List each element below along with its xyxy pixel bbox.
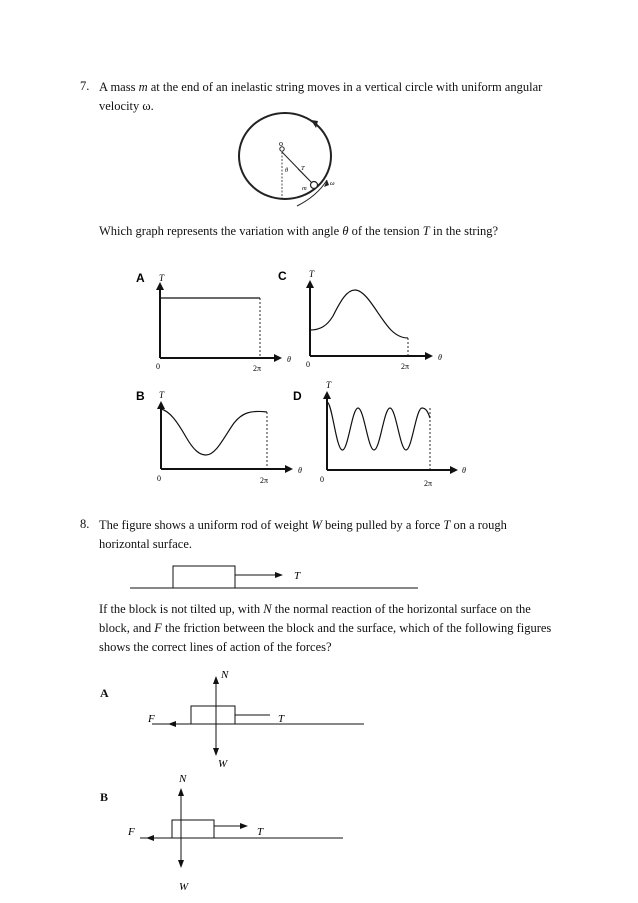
graph-a-origin: 0	[156, 362, 160, 371]
graph-c-curve	[310, 290, 408, 338]
q7-question-a: Which graph represents the variation with angle	[99, 224, 343, 238]
q8-stem	[99, 516, 539, 554]
q7-question-T: T	[422, 224, 430, 238]
option-b-F-arrowhead	[146, 835, 154, 841]
graph-d	[290, 378, 470, 488]
option-a-N-arrowhead	[213, 676, 219, 684]
q7-question-c: in the string?	[429, 224, 499, 238]
q7-question	[99, 222, 579, 241]
option-b-N-arrowhead	[178, 788, 184, 796]
q7-stem-a: A mass	[99, 80, 139, 94]
force-T-label: T	[294, 570, 301, 582]
graph-b	[130, 385, 310, 485]
mass-bob	[311, 182, 318, 189]
q8-number: 8.	[80, 517, 90, 531]
graph-d-origin: 0	[320, 475, 324, 484]
graph-b-origin: 0	[157, 474, 161, 483]
q8-prompt-a: If the block is not tilted up, with	[99, 602, 264, 616]
graph-d-curve	[327, 402, 430, 450]
option-a-F-arrowhead	[168, 721, 176, 727]
q8-block-figure	[130, 562, 430, 602]
q8-stem-a: The figure shows a uniform rod of weight	[99, 518, 312, 532]
graph-a-tick-2pi: 2π	[253, 364, 262, 373]
q8-stem-T: T	[443, 518, 451, 532]
graph-a-label: A	[136, 271, 145, 285]
option-a-block	[191, 706, 235, 724]
graph-c-ylabel: T	[309, 269, 315, 279]
q7-stem-b: at the end of an inelastic string moves in a vertical circle with uniform angular velocity ω.	[99, 80, 543, 113]
graph-c	[275, 268, 450, 378]
option-a-figure	[140, 664, 380, 772]
omega-label: ω	[330, 180, 335, 187]
graph-b-label: B	[136, 389, 145, 403]
theta-label: θ	[285, 167, 289, 174]
graph-d-xlabel: θ	[462, 466, 466, 475]
force-T-arrowhead	[275, 572, 283, 578]
mass-label: m	[302, 185, 307, 192]
graph-d-tick-2pi: 2π	[424, 479, 433, 488]
option-b-F-label: F	[128, 826, 135, 838]
q8-stem-b: being pulled by a force	[321, 518, 444, 532]
q7-question-b: of the tension	[348, 224, 423, 238]
rotation-arrowhead-top	[311, 120, 318, 128]
tension-label: T	[301, 165, 305, 172]
option-b-T-arrowhead	[240, 823, 248, 829]
center-label: o	[279, 139, 283, 148]
q8-prompt	[99, 600, 559, 657]
option-b-N-label: N	[179, 773, 187, 785]
q8-prompt-b: the normal reaction of the horizontal surface on the block, and	[99, 602, 531, 635]
q7-question-theta: θ	[342, 224, 349, 238]
q7-stem-m: m	[138, 80, 148, 94]
option-a-N-label: N	[221, 669, 229, 681]
graph-b-y-arrowhead	[157, 401, 165, 409]
q8-prompt-N: N	[263, 602, 272, 616]
option-b-W-label: W	[179, 881, 189, 893]
graph-c-y-arrowhead	[306, 280, 314, 288]
graph-c-xlabel: θ	[438, 353, 442, 362]
graph-b-tick-2pi: 2π	[260, 476, 269, 485]
option-a-W-arrowhead	[213, 748, 219, 756]
q8-prompt-c: the friction between the block and the surface, which of the following figures shows the correct lines of action of the forces?	[99, 621, 552, 654]
graph-d-ylabel: T	[326, 380, 332, 390]
option-a-F-label: F	[148, 713, 155, 725]
option-a-T-label: T	[278, 713, 285, 725]
q7-number: 7.	[80, 79, 90, 93]
graph-d-x-arrowhead	[450, 466, 458, 474]
graph-c-origin: 0	[306, 360, 310, 369]
graph-c-x-arrowhead	[425, 352, 433, 360]
option-a-label: A	[100, 686, 109, 700]
option-b-block	[172, 820, 214, 838]
graph-a-xlabel: θ	[287, 355, 291, 364]
graph-b-ylabel: T	[159, 390, 165, 400]
option-b-figure	[120, 770, 360, 900]
graph-c-tick-2pi: 2π	[401, 362, 410, 371]
graph-b-curve	[161, 409, 267, 455]
graph-a-ylabel: T	[159, 273, 165, 283]
option-a-W-label: W	[218, 758, 228, 770]
graph-a-y-arrowhead	[156, 282, 164, 290]
graph-d-label: D	[293, 389, 302, 403]
q8-stem-W: W	[311, 518, 322, 532]
option-b-T-label: T	[257, 826, 264, 838]
block	[173, 566, 235, 588]
q7-circle-figure	[225, 108, 355, 208]
graph-b-xlabel: θ	[298, 466, 302, 475]
q8-stem-c: on a rough horizontal surface.	[99, 518, 507, 551]
option-b-W-arrowhead	[178, 860, 184, 868]
option-b-label: B	[100, 790, 109, 804]
graph-d-y-arrowhead	[323, 391, 331, 399]
q8-prompt-F: F	[154, 621, 162, 635]
graph-c-label: C	[278, 269, 287, 283]
